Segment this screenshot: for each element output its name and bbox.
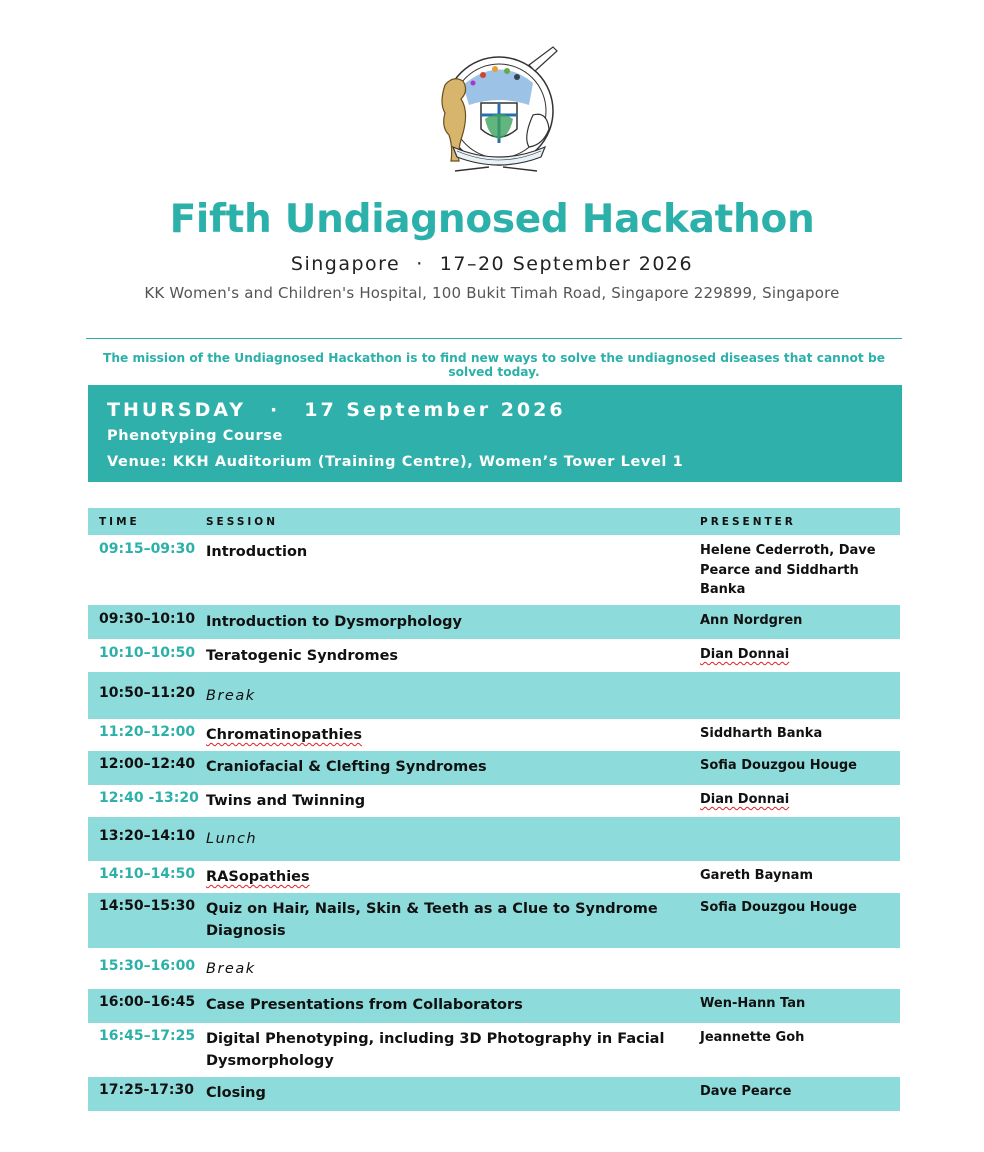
schedule-header-row: [88, 508, 900, 535]
row-session: Introduction to Dysmorphology: [206, 614, 463, 630]
banner-date: 17 September 2026: [304, 399, 566, 421]
table-row: [88, 817, 900, 861]
row-time: 12:00–12:40: [99, 756, 196, 772]
event-dates: 17–20 September 2026: [439, 253, 694, 275]
logo-emblem-icon: [433, 45, 561, 180]
row-presenter: [700, 685, 900, 719]
row-time: 16:45–17:25: [99, 1028, 196, 1044]
table-row: [88, 751, 900, 785]
row-time: 09:30–10:10: [99, 611, 196, 627]
table-row: [88, 719, 900, 751]
table-row: [88, 1077, 900, 1111]
table-row: [88, 639, 900, 672]
table-row: [88, 605, 900, 639]
row-session: RASopathies: [206, 869, 310, 885]
row-presenter: Wen-Hann Tan: [700, 996, 806, 1011]
divider: [86, 338, 902, 339]
row-time: 10:50–11:20: [99, 685, 196, 701]
row-time: 10:10–10:50: [99, 645, 196, 661]
row-session: Chromatinopathies: [206, 727, 363, 743]
column-header-time: TIME: [99, 515, 140, 528]
banner-separator: ·: [270, 399, 281, 421]
row-presenter: Sofia Douzgou Houge: [700, 900, 857, 915]
table-row: [88, 535, 900, 605]
page-title: Fifth Undiagnosed Hackathon: [169, 197, 815, 242]
mission-statement: The mission of the Undiagnosed Hackathon is to find new ways to solve the undiagnosed diseases that cannot be solved today.: [103, 351, 885, 379]
day-banner: [88, 385, 902, 482]
event-city: Singapore: [290, 253, 401, 275]
table-row: [88, 989, 900, 1023]
row-session: Lunch: [206, 831, 258, 847]
column-header-presenter: PRESENTER: [700, 515, 796, 528]
row-session: Case Presentations from Collaborators: [206, 997, 523, 1013]
row-session: Introduction: [206, 544, 308, 560]
row-time: 17:25-17:30: [99, 1082, 194, 1098]
row-presenter: Jeannette Goh: [700, 1030, 805, 1045]
row-time: 11:20–12:00: [99, 724, 196, 740]
row-presenter: Ann Nordgren: [700, 613, 803, 628]
row-presenter: [700, 958, 900, 989]
table-row: [88, 672, 900, 719]
row-session: Break: [206, 688, 256, 704]
event-address: KK Women's and Children's Hospital, 100 Bukit Timah Road, Singapore 229899, Singapore: [144, 284, 840, 302]
banner-day-line: [107, 397, 902, 423]
separator-dot: ·: [416, 253, 424, 275]
row-presenter: Gareth Baynam: [700, 868, 813, 883]
row-presenter: Helene Cederroth, Dave Pearce and Siddharth Banka: [700, 543, 876, 597]
row-session: Digital Phenotyping, including 3D Photography in Facial Dysmorphology: [206, 1031, 665, 1069]
row-time: 16:00–16:45: [99, 994, 196, 1010]
row-presenter: Dave Pearce: [700, 1084, 792, 1099]
row-presenter: Sofia Douzgou Houge: [700, 758, 857, 773]
table-row: [88, 861, 900, 893]
row-presenter: [700, 828, 900, 861]
row-session: Closing: [206, 1085, 266, 1101]
table-row: [88, 948, 900, 989]
banner-venue: Venue: KKH Auditorium (Training Centre), Women’s Tower Level 1: [107, 454, 684, 470]
hackathon-logo: [433, 45, 561, 180]
row-time: 12:40 -13:20: [99, 790, 199, 806]
row-session: Teratogenic Syndromes: [206, 648, 399, 664]
row-time: 13:20–14:10: [99, 828, 196, 844]
row-presenter: Siddharth Banka: [700, 726, 823, 741]
schedule-table: [88, 508, 900, 1111]
row-time: 09:15–09:30: [99, 541, 196, 557]
row-presenter: Dian Donnai: [700, 792, 790, 807]
row-time: 15:30–16:00: [99, 958, 196, 974]
table-row: [88, 893, 900, 948]
row-session: Break: [206, 961, 256, 977]
row-time: 14:50–15:30: [99, 898, 196, 914]
row-session: Craniofacial & Clefting Syndromes: [206, 759, 487, 775]
table-row: [88, 785, 900, 817]
row-presenter: Dian Donnai: [700, 647, 790, 662]
banner-course: Phenotyping Course: [107, 428, 283, 444]
banner-day: THURSDAY: [107, 399, 247, 421]
row-time: 14:10–14:50: [99, 866, 196, 882]
row-session: Twins and Twinning: [206, 793, 366, 809]
column-header-session: SESSION: [206, 515, 279, 528]
table-row: [88, 1023, 900, 1077]
event-subtitle: [0, 253, 984, 275]
row-session: Quiz on Hair, Nails, Skin & Teeth as a Clue to Syndrome Diagnosis: [206, 901, 658, 939]
